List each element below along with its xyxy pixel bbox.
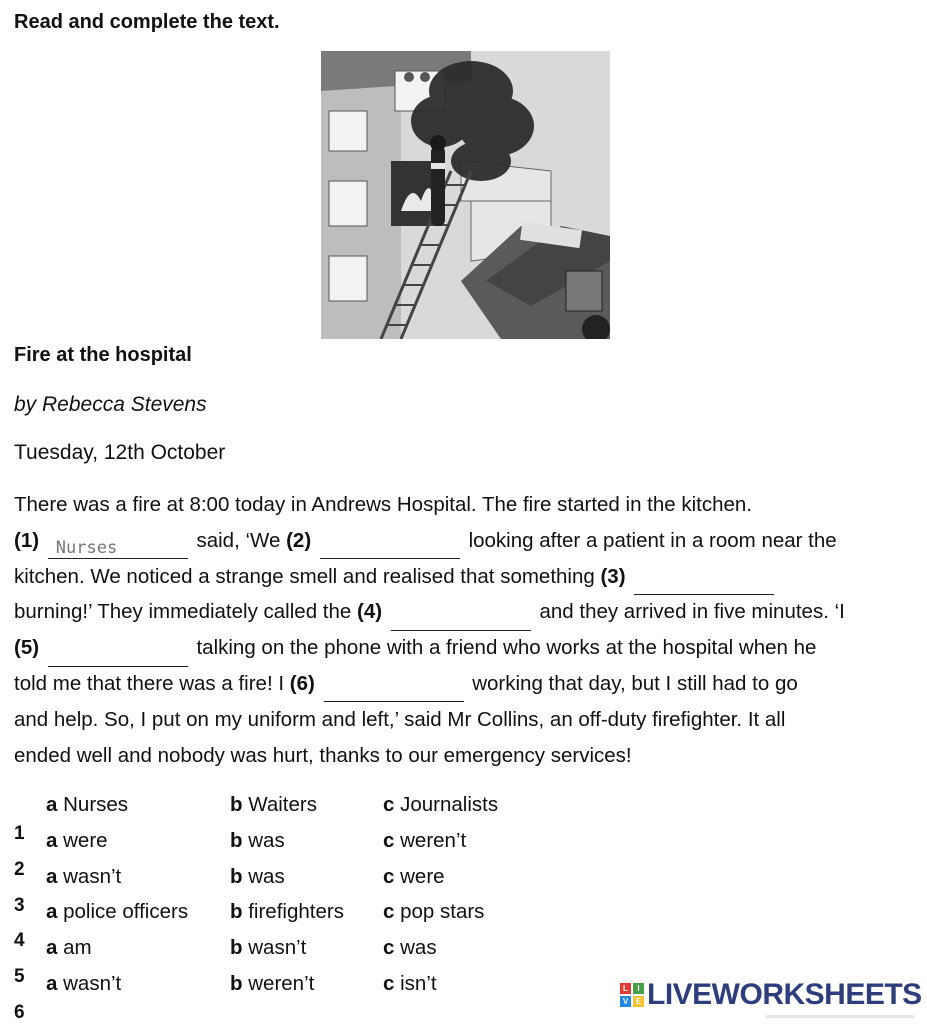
passage-text: kitchen. We noticed a strange smell and realised that something bbox=[14, 564, 595, 588]
option-b[interactable]: b firefighters bbox=[230, 900, 344, 924]
option-c[interactable]: c pop stars bbox=[383, 900, 485, 924]
fire-illustration bbox=[321, 51, 610, 339]
answer-field-5[interactable] bbox=[48, 645, 188, 667]
question-number: 6 bbox=[14, 1001, 25, 1023]
passage-text: and help. So, I put on my uniform and left,’ said Mr Collins, an off-duty firefighter. It all bbox=[14, 707, 786, 731]
passage-text: told me that there was a fire! I bbox=[14, 671, 285, 695]
passage-line bbox=[14, 702, 924, 738]
question-number: 4 bbox=[14, 930, 25, 952]
passage-line bbox=[14, 738, 924, 774]
option-b[interactable]: b Waiters bbox=[230, 793, 317, 816]
passage-text: ended well and nobody was hurt, thanks to our emergency services! bbox=[14, 743, 632, 767]
passage-text: said, ‘We bbox=[196, 528, 281, 552]
option-row bbox=[46, 859, 543, 895]
gap-number-5: (5) bbox=[14, 636, 40, 660]
option-b[interactable]: b weren’t bbox=[230, 971, 315, 995]
story-title: Fire at the hospital bbox=[14, 344, 192, 366]
option-b[interactable]: b wasn’t bbox=[230, 936, 307, 960]
story-date: Tuesday, 12th October bbox=[14, 441, 226, 464]
passage-line bbox=[14, 630, 924, 666]
passage-text: There was a fire at 8:00 today in Andrews Hospital. The fire started in the kitchen. bbox=[14, 493, 753, 516]
mark-letter: E bbox=[633, 996, 644, 1007]
passage-text: burning!’ They immediately called the bbox=[14, 600, 352, 624]
option-a[interactable]: a wasn’t bbox=[46, 864, 122, 888]
mark-letter: L bbox=[620, 983, 631, 994]
option-row bbox=[46, 894, 543, 930]
option-a[interactable]: a wasn’t bbox=[46, 971, 122, 995]
answer-field-4[interactable] bbox=[391, 609, 531, 631]
answer-field-2[interactable] bbox=[320, 537, 460, 559]
option-a[interactable]: a were bbox=[46, 828, 108, 852]
brand-name: LIVEWORKSHEETS bbox=[647, 978, 922, 1011]
mark-letter: V bbox=[620, 996, 631, 1007]
answer-field-1[interactable] bbox=[48, 537, 188, 559]
option-c[interactable]: c was bbox=[383, 936, 437, 960]
passage-line bbox=[14, 666, 924, 702]
answer-field-3[interactable] bbox=[634, 573, 774, 595]
option-c[interactable]: c isn’t bbox=[383, 971, 437, 995]
liveworksheets-logo[interactable] bbox=[620, 980, 922, 1010]
option-row bbox=[46, 930, 543, 966]
option-a[interactable]: a Nurses bbox=[46, 793, 129, 816]
passage-text: talking on the phone with a friend who works at the hospital when he bbox=[196, 636, 817, 660]
option-a[interactable]: a am bbox=[46, 936, 92, 960]
passage-line bbox=[14, 559, 924, 595]
passage-text: and they arrived in five minutes. ‘I bbox=[539, 600, 845, 624]
option-a[interactable]: a police officers bbox=[46, 900, 189, 924]
gap-number-6: (6) bbox=[289, 671, 315, 695]
question-number: 1 bbox=[14, 823, 25, 844]
passage-text: looking after a patient in a room near the bbox=[468, 528, 837, 552]
option-row bbox=[46, 787, 543, 823]
instruction-heading: Read and complete the text. bbox=[14, 11, 280, 33]
option-row bbox=[46, 823, 543, 859]
question-number: 5 bbox=[14, 966, 25, 988]
passage bbox=[14, 487, 924, 773]
option-b[interactable]: b was bbox=[230, 864, 285, 888]
option-row bbox=[46, 966, 543, 1002]
gap-number-4: (4) bbox=[357, 600, 383, 624]
gap-number-1: (1) bbox=[14, 528, 40, 552]
option-c[interactable]: c weren’t bbox=[383, 828, 467, 852]
option-c[interactable]: c were bbox=[383, 864, 445, 888]
passage-line bbox=[14, 487, 924, 523]
passage-line bbox=[14, 523, 924, 559]
mark-letter: I bbox=[633, 983, 644, 994]
question-number: 3 bbox=[14, 894, 25, 916]
divider bbox=[765, 1015, 915, 1018]
option-b[interactable]: b was bbox=[230, 828, 285, 852]
passage-text: working that day, but I still had to go bbox=[472, 671, 798, 695]
gap-number-3: (3) bbox=[600, 564, 626, 588]
answer-options bbox=[46, 787, 543, 1002]
passage-line bbox=[14, 594, 924, 630]
question-number: 2 bbox=[14, 858, 25, 880]
question-numbers bbox=[14, 816, 25, 1031]
answer-field-6[interactable] bbox=[324, 680, 464, 702]
option-c[interactable]: c Journalists bbox=[383, 793, 499, 816]
gap-number-2: (2) bbox=[286, 528, 312, 552]
story-byline: by Rebecca Stevens bbox=[14, 393, 207, 416]
liveworksheets-mark-icon bbox=[620, 983, 644, 1007]
